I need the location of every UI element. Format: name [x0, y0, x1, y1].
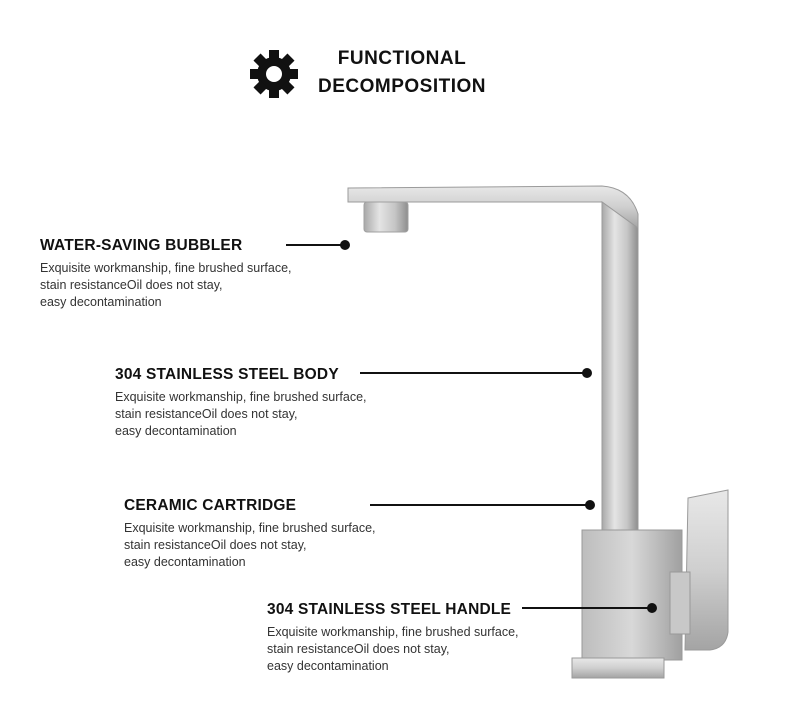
leader-dot	[582, 368, 592, 378]
leader-line	[370, 504, 588, 506]
header	[248, 45, 508, 105]
callout-description: Exquisite workmanship, fine brushed surface, stain resistanceOil does not stay, easy decontamination	[40, 261, 292, 309]
leader-dot	[340, 240, 350, 250]
title-line-2: DECOMPOSITION	[317, 76, 486, 97]
faucet-body	[602, 202, 638, 535]
callout-description: Exquisite workmanship, fine brushed surface, stain resistanceOil does not stay, easy decontamination	[124, 521, 376, 569]
callout-body	[115, 365, 367, 440]
cartridge-block	[582, 530, 682, 660]
callout-title: 304 STAINLESS STEEL BODY	[115, 366, 339, 383]
callout-handle	[267, 600, 519, 675]
leader-line	[286, 244, 344, 246]
title-line-1: FUNCTIONAL	[337, 48, 467, 69]
callout-description: Exquisite workmanship, fine brushed surface, stain resistanceOil does not stay, easy decontamination	[267, 625, 519, 673]
leader-line	[522, 607, 650, 609]
leader-dot	[585, 500, 595, 510]
handle	[685, 490, 728, 650]
callout-cartridge	[124, 496, 376, 571]
page-title	[312, 45, 492, 101]
base	[572, 658, 664, 678]
callout-title: WATER-SAVING BUBBLER	[40, 237, 243, 254]
callout-bubbler	[40, 236, 292, 311]
aerator	[364, 202, 408, 232]
callout-title: CERAMIC CARTRIDGE	[124, 497, 297, 514]
callout-title: 304 STAINLESS STEEL HANDLE	[267, 601, 512, 618]
leader-dot	[647, 603, 657, 613]
callout-description: Exquisite workmanship, fine brushed surface, stain resistanceOil does not stay, easy decontamination	[115, 390, 367, 438]
leader-line	[360, 372, 586, 374]
gear-icon	[248, 48, 300, 100]
